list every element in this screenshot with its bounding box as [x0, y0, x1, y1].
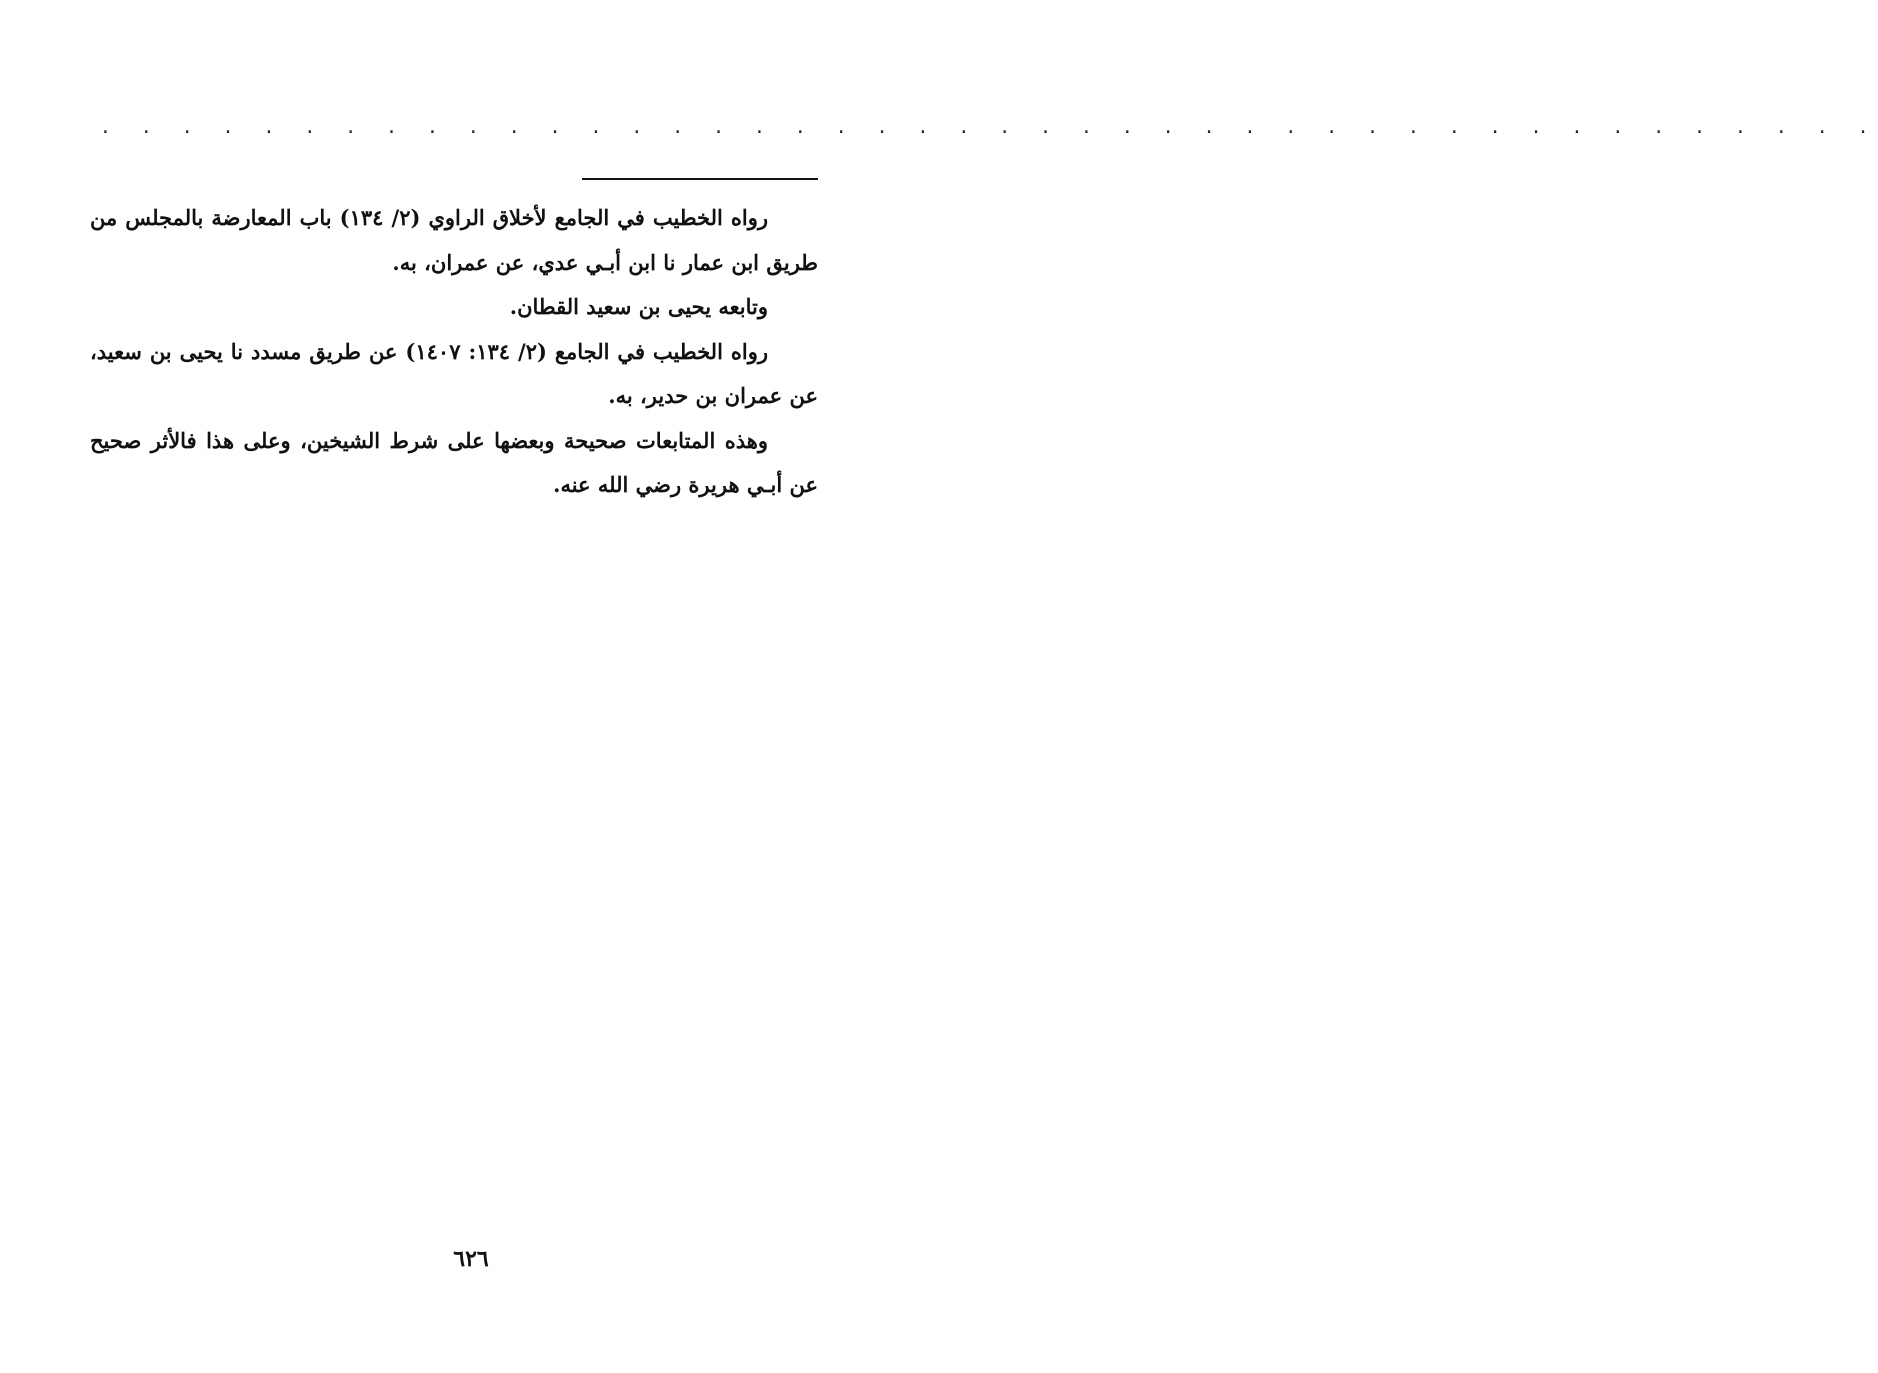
footnote-paragraph: وهذه المتابعات صحيحة وبعضها على شرط الشيخين، وعلى هذا فالأثر صحيح عن أبـي هريرة رضي الله عنه. [90, 427, 818, 497]
footnote-paragraph: رواه الخطيب في الجامع لأخلاق الراوي (٢/ ١٣٤) باب المعارضة بالمجلس من طريق ابن عمار نا ابن أبـي عدي، عن عمران، به. [90, 205, 818, 275]
footnote-paragraph: وتابعه يحيى بن سعيد القطان. [509, 294, 768, 319]
footnote-paragraph: رواه الخطيب في الجامع (٢/ ١٣٤: ١٤٠٧) عن طريق مسدد نا يحيى بن سعيد، عن عمران بن حدير، به. [90, 338, 818, 408]
page-number: ٦٢٦ [453, 1246, 489, 1272]
dotted-separator: . . . . . . . . . . . . . . . . . . . . . . . . . . . . . . . . . . . . . . . . . . . . [100, 117, 1878, 138]
footnote-text [90, 196, 818, 508]
footnote-rule [582, 178, 818, 180]
